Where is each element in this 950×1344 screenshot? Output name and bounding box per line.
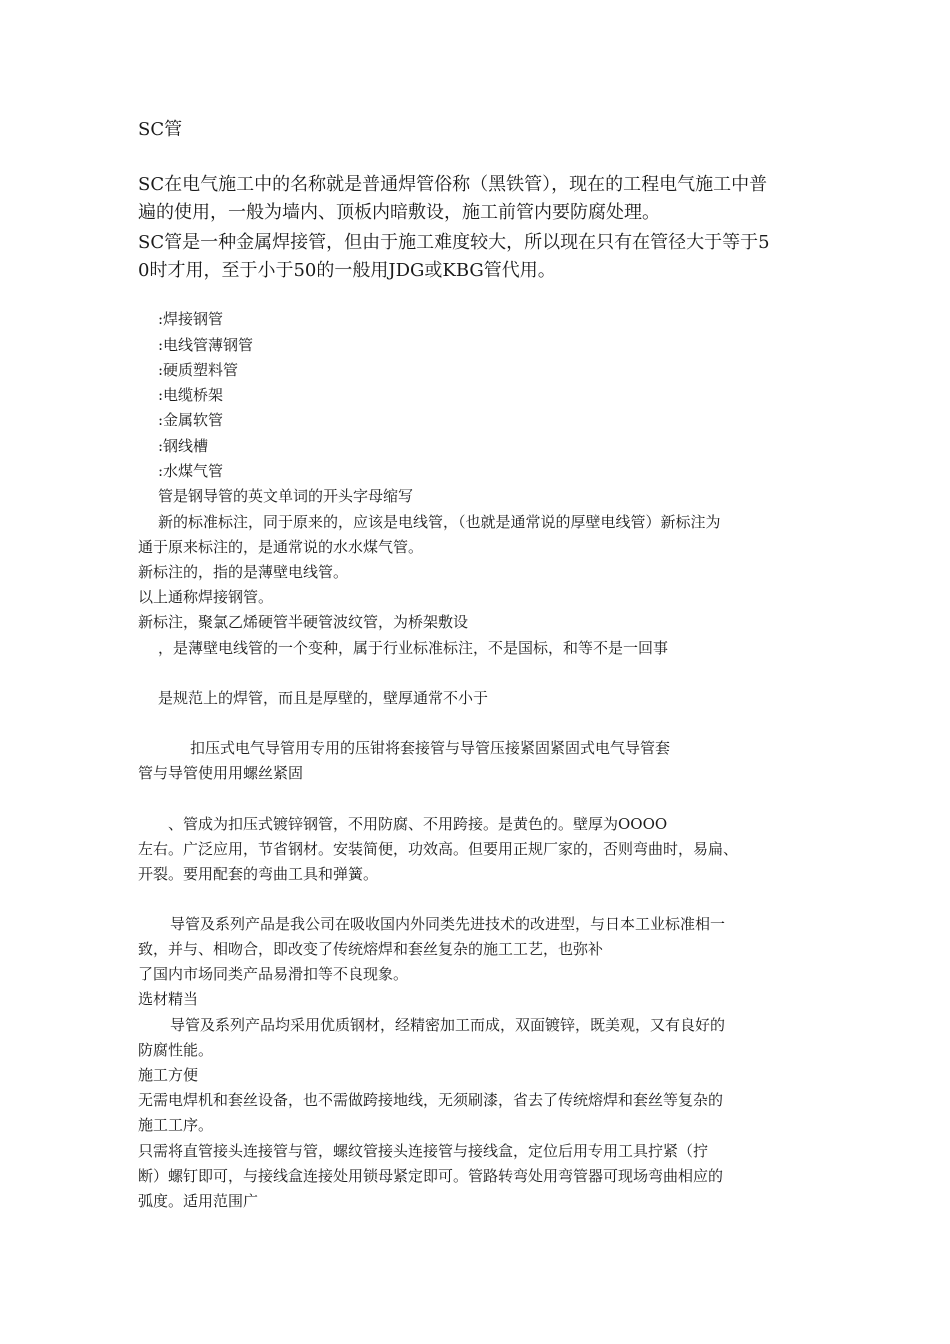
construction-line: 断）螺钉即可，与接线盒连接处用锁母紧定即可。管路转弯处用弯管器可现场弯曲相应的 [138,1167,724,1185]
note-line: 新标注的，指的是薄壁电线管。 [138,563,349,581]
note-line: 以上通称焊接钢管。 [138,588,274,606]
list-item: :水煤气管 [158,462,224,480]
list-item: :焊接钢管 [158,310,224,328]
material-line: 导管及系列产品均采用优质钢材，经精密加工而成，双面镀锌，既美观，又有良好的 [170,1016,726,1034]
press-line: 扣压式电气导管用专用的压钳将套接管与导管压接紧固紧固式电气导管套 [190,739,671,757]
construction-line: 无需电焊机和套丝设备，也不需做跨接地线，无须刷漆，省去了传统熔焊和套丝等复杂的 [138,1091,724,1109]
list-item: :金属软管 [158,411,224,429]
construction-line: 弧度。适用范围广 [138,1192,259,1210]
list-item: :硬质塑料管 [158,361,239,379]
material-line: 防腐性能。 [138,1041,214,1059]
note-line: ，是薄壁电线管的一个变种，属于行业标准标注，不是国标，和等不是一回事 [158,639,669,657]
list-item: :电线管薄钢管 [158,336,254,354]
material-heading: 选材精当 [138,990,199,1008]
note-line: 通于原来标注的，是通常说的水水煤气管。 [138,538,424,556]
galv-line: 左右。广泛应用，节省钢材。安装简便，功效高。但要用正规厂家的，否则弯曲时，易扁、 [138,840,739,858]
note-line: 新的标准标注，同于原来的，应该是电线管，（也就是通常说的厚壁电线管）新标注为 [158,513,721,531]
construction-line: 施工工序。 [138,1116,214,1134]
galv-line: 、管成为扣压式镀锌钢管，不用防腐、不用跨接。是黄色的。壁厚为OOOO [168,815,668,833]
intro-line: 遍的使用，一般为墙内、顶板内暗敷设，施工前管内要防腐处理。 [138,202,660,223]
intro-line: SC管是一种金属焊接管，但由于施工难度较大，所以现在只有在管径大于等于5 [138,232,770,253]
list-item: :钢线槽 [158,437,209,455]
product-line: 了国内市场同类产品易滑扣等不良现象。 [138,965,409,983]
press-line: 管与导管使用用螺丝紧固 [138,764,304,782]
note-line: 新标注，聚氯乙烯硬管半硬管波纹管，为桥架敷设 [138,613,469,631]
galv-line: 开裂。要用配套的弯曲工具和弹簧。 [138,865,379,883]
intro-line: 0时才用，至于小于50的一般用JDG或KBG管代用。 [138,260,556,281]
construction-heading: 施工方便 [138,1066,199,1084]
doc-title: SC管 [138,119,183,140]
note-line: 管是钢导管的英文单词的开头字母缩写 [158,487,414,505]
product-line: 致，并与、相吻合，即改变了传统熔焊和套丝复杂的施工工艺，也弥补 [138,940,604,958]
construction-line: 只需将直管接头连接管与管，螺纹管接头连接管与接线盒，定位后用专用工具拧紧（拧 [138,1142,709,1160]
list-item: :电缆桥架 [158,386,224,404]
intro-line: SC在电气施工中的名称就是普通焊管俗称（黑铁管），现在的工程电气施工中普 [138,174,768,195]
product-line: 导管及系列产品是我公司在吸收国内外同类先进技术的改进型，与日本工业标准相一 [170,915,726,933]
weld-line: 是规范上的焊管，而且是厚壁的，壁厚通常不小于 [158,689,489,707]
